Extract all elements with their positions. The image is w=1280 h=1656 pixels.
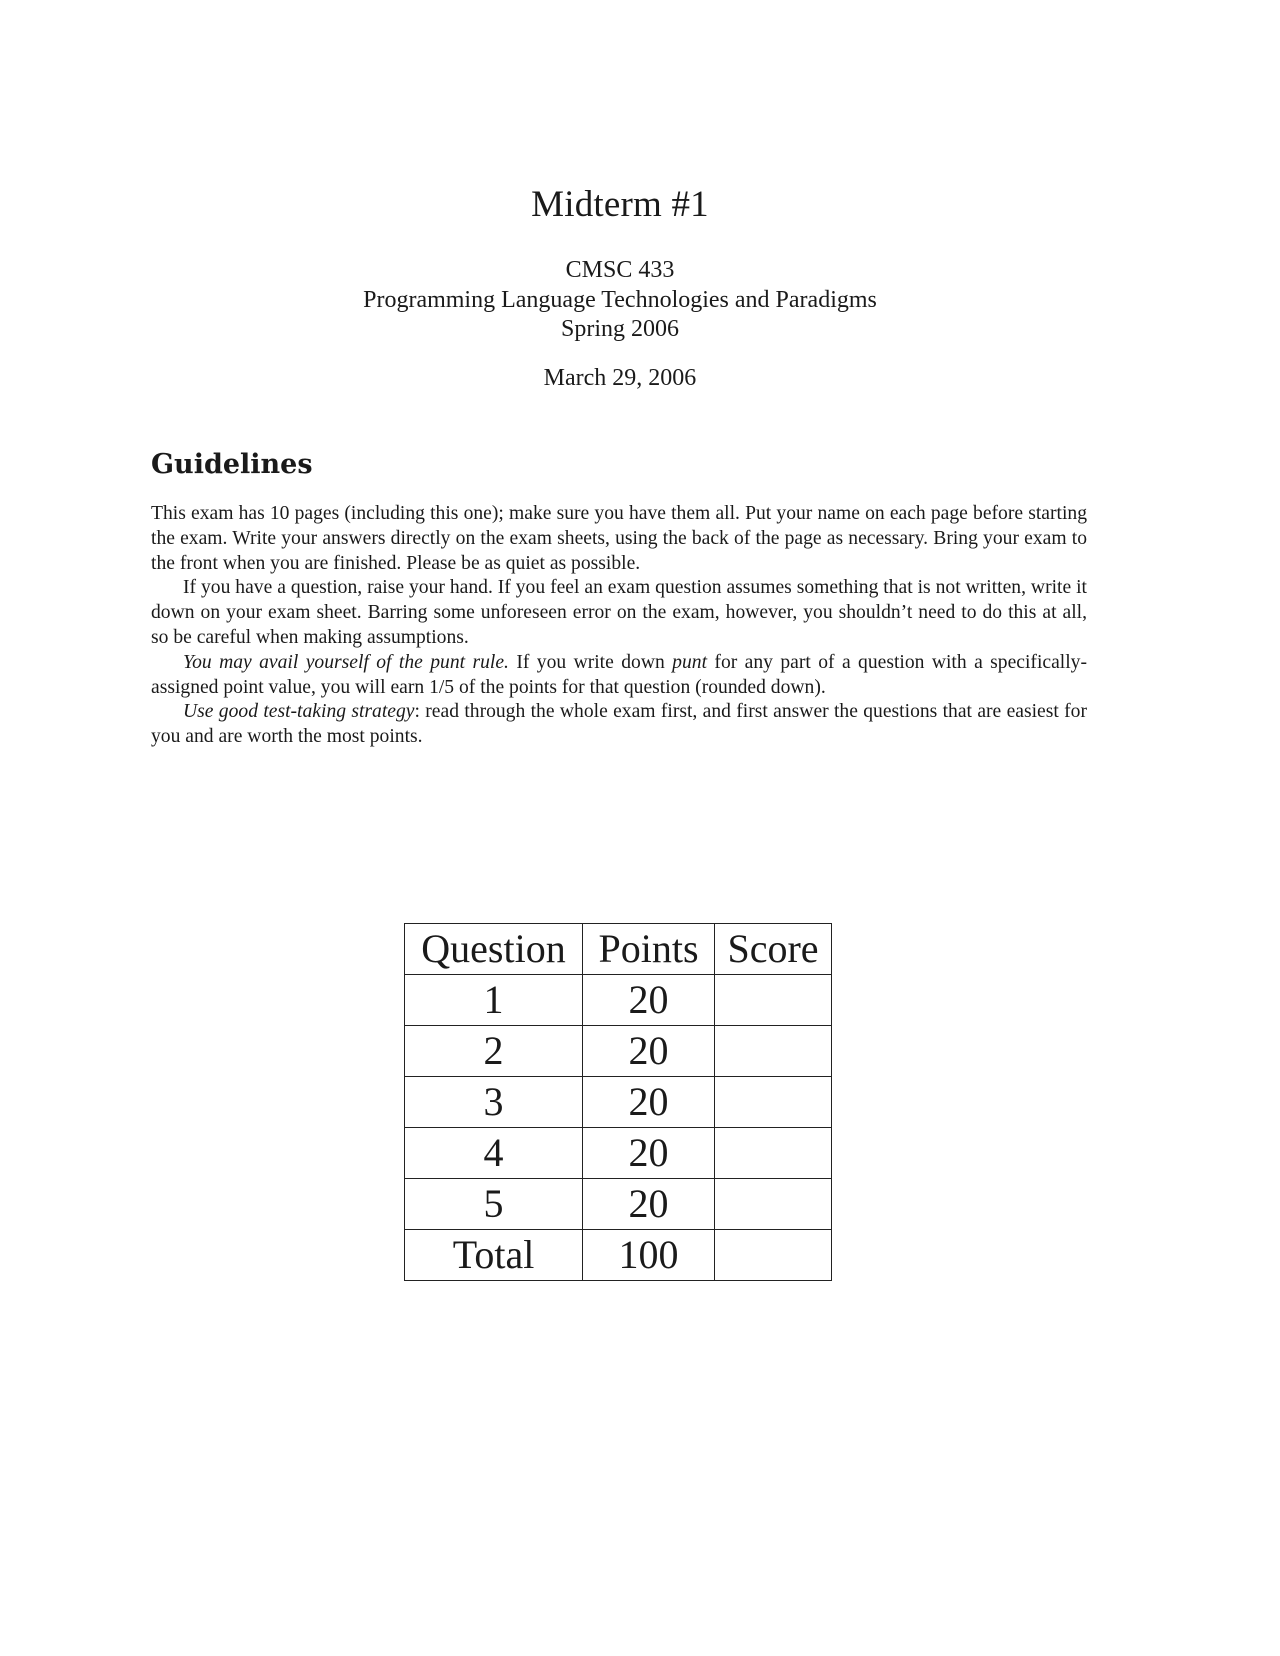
page-title: Midterm #1 (531, 184, 709, 225)
score-cell[interactable] (715, 975, 832, 1026)
strategy-text: : read through the whole exam first, and first answer the questions that are easiest for you and are worth the most points. (151, 701, 1087, 748)
score-cell[interactable] (715, 1026, 832, 1077)
punt-rule-emphasis: You may avail yourself of the punt rule. (183, 651, 509, 673)
course-code: CMSC 433 (565, 257, 675, 283)
guidelines-paragraph-3 (151, 651, 1087, 701)
question-cell: 1 (405, 975, 583, 1026)
course-name: Programming Language Technologies and Paradigms (363, 286, 877, 313)
table-row (405, 1179, 832, 1230)
total-score-cell[interactable] (715, 1230, 832, 1281)
table-row (405, 1077, 832, 1128)
score-cell[interactable] (715, 1077, 832, 1128)
question-cell: 5 (405, 1179, 583, 1230)
points-cell: 20 (583, 1128, 715, 1179)
guidelines-paragraph-1: This exam has 10 pages (including this one); make sure you have them all. Put your name on each page before starting the exam. Write your answers directly on the exam sheets, using the back of the page as necessary. Bring your exam to the front when you are finished. Please be as quiet as possible. (151, 503, 1087, 574)
exam-date: March 29, 2006 (543, 365, 697, 391)
points-cell: 20 (583, 1179, 715, 1230)
question-cell: 2 (405, 1026, 583, 1077)
header-points: Points (583, 924, 715, 975)
punt-rule-text-a: If you write down (508, 651, 673, 673)
strategy-emphasis: Use good test-taking strategy (183, 701, 415, 723)
table-row (405, 1128, 832, 1179)
table-row (405, 1026, 832, 1077)
points-cell: 20 (583, 975, 715, 1026)
header-question: Question (405, 924, 583, 975)
total-points-cell: 100 (583, 1230, 715, 1281)
guidelines-paragraph-2: If you have a question, raise your hand. If you feel an exam question assumes something that is not written, write it down on your exam sheet. Barring some unforeseen error on the exam, however, you shouldn’t need to do this at all, so be careful when making assumptions. (151, 577, 1087, 648)
total-label-cell: Total (405, 1230, 583, 1281)
score-table (404, 923, 832, 1281)
punt-rule-text-b: for any part of a question with a specifically-assigned point value, you will earn 1/5 of the points for that question (rounded down). (151, 651, 1087, 698)
question-cell: 4 (405, 1128, 583, 1179)
points-cell: 20 (583, 1026, 715, 1077)
course-info (0, 256, 1240, 345)
question-cell: 3 (405, 1077, 583, 1128)
course-term: Spring 2006 (560, 316, 679, 342)
score-table-header-row (405, 924, 832, 975)
guidelines-heading: Guidelines (151, 449, 313, 480)
score-cell[interactable] (715, 1179, 832, 1230)
table-row-total (405, 1230, 832, 1281)
header-score: Score (715, 924, 832, 975)
score-cell[interactable] (715, 1128, 832, 1179)
guidelines-paragraph-4 (151, 700, 1087, 750)
guidelines-text (151, 502, 1087, 750)
table-row (405, 975, 832, 1026)
punt-word: punt (672, 651, 708, 673)
points-cell: 20 (583, 1077, 715, 1128)
